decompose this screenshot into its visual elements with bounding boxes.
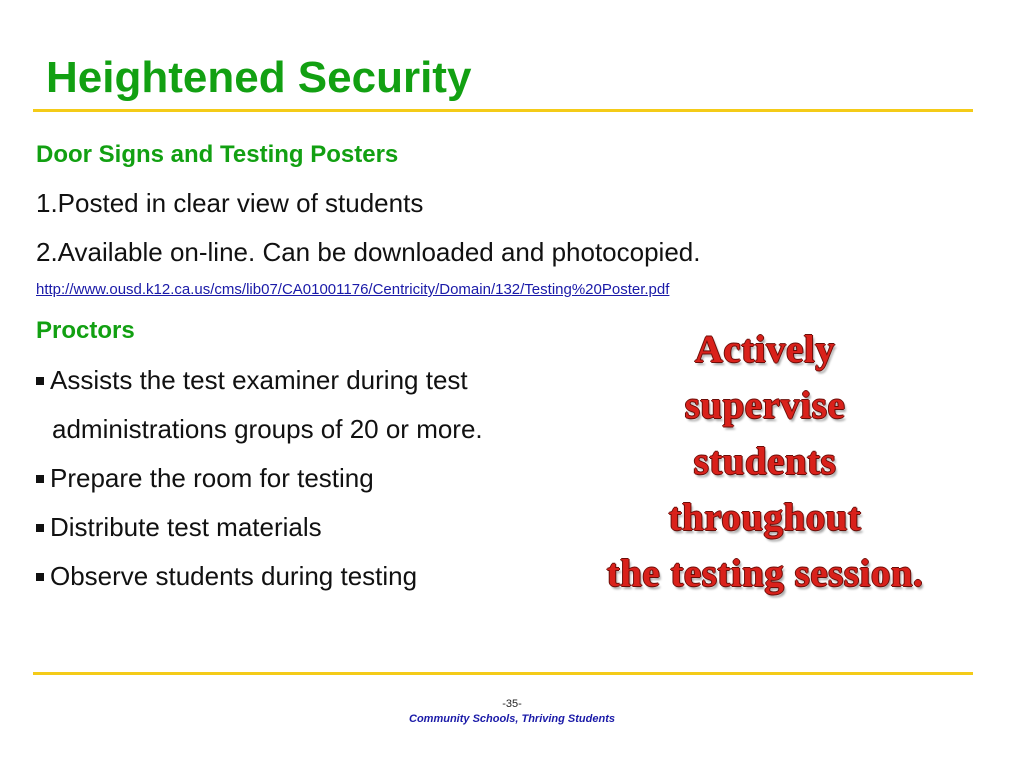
proctor-item-text: Prepare the room for testing [50,463,374,493]
proctor-item-4 [36,560,417,592]
page-number: -35- [502,698,522,710]
footer-divider [33,672,973,675]
proctors-heading: Proctors [36,317,135,344]
proctor-item-1-continued: administrations groups of 20 or more. [52,414,483,444]
door-item-2: 2.Available on-line. Can be downloaded and photocopied. [36,237,701,267]
callout-line: Actively [694,328,836,371]
callout-line: students [693,440,837,483]
proctor-item-text: Distribute test materials [50,512,322,542]
square-bullet-icon [36,377,44,385]
proctor-item-text: Assists the test examiner during test [50,365,468,395]
door-signs-heading: Door Signs and Testing Posters [36,141,399,168]
slide-title: Heightened Security [46,53,472,102]
door-item-1: 1.Posted in clear view of students [36,188,424,218]
testing-poster-link[interactable]: http://www.ousd.k12.ca.us/cms/lib07/CA01001176/Centricity/Domain/132/Testing%20Poster.pdf [36,281,670,298]
callout-line: throughout [668,496,862,539]
footer-tagline: Community Schools, Thriving Students [409,713,615,725]
title-divider [33,109,973,112]
callout-line: supervise [684,384,846,427]
proctor-item-text: Observe students during testing [50,561,418,591]
proctor-item-1 [36,364,468,396]
square-bullet-icon [36,573,44,581]
square-bullet-icon [36,475,44,483]
square-bullet-icon [36,524,44,532]
proctor-item-3 [36,511,322,543]
callout-line: the testing session. [606,552,924,595]
proctor-item-2 [36,462,374,494]
supervise-callout [560,322,970,602]
